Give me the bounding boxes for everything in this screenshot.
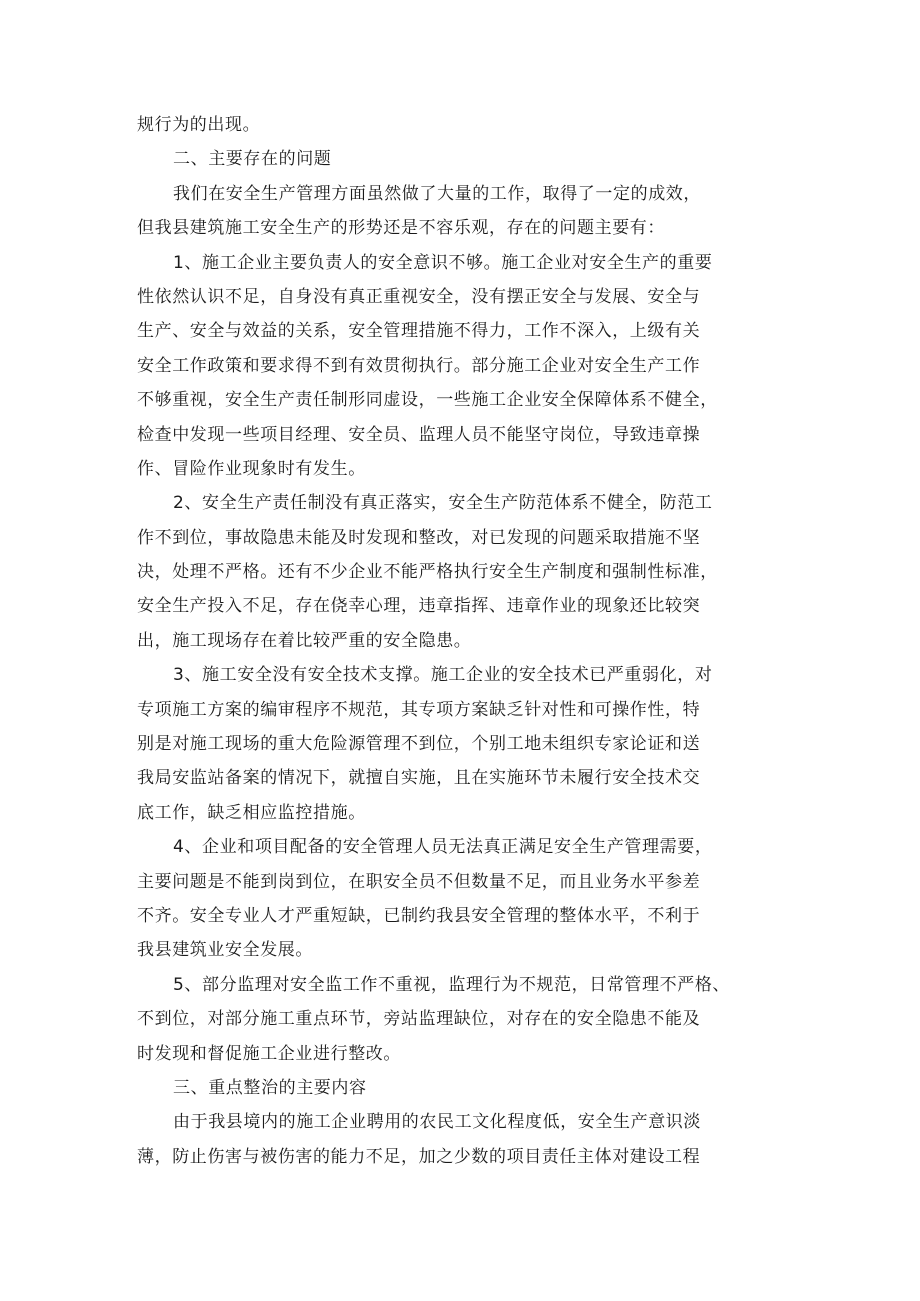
text-line: 别是对施工现场的重大危险源管理不到位，个别工地未组织专家论证和送 — [137, 734, 701, 755]
text-line: 1、施工企业主要负责人的安全意识不够。施工企业对安全生产的重要 — [173, 252, 713, 273]
text-line: 出，施工现场存在着比较严重的安全隐患。 — [137, 630, 472, 651]
document-body — [137, 108, 787, 1174]
text-line: 作不到位，事故隐患未能及时发现和整改，对已发现的问题采取措施不坚 — [137, 527, 701, 548]
text-line: 4、企业和项目配备的安全管理人员无法真正满足安全生产管理需要， — [173, 837, 713, 858]
text-line: 二、主要存在的问题 — [173, 149, 332, 170]
text-line: 由于我县境内的施工企业聘用的农民工文化程度低，安全生产意识淡 — [173, 1112, 701, 1133]
text-line: 5、部分监理对安全监工作不重视，监理行为不规范，日常管理不严格、 — [173, 974, 731, 995]
text-line: 安全工作政策和要求得不到有效贯彻执行。部分施工企业对安全生产工作 — [137, 355, 701, 376]
text-line: 检查中发现一些项目经理、安全员、监理人员不能坚守岗位，导致违章操 — [137, 424, 701, 445]
text-line: 主要问题是不能到岗到位，在职安全员不但数量不足，而且业务水平参差 — [137, 871, 701, 892]
text-line: 三、重点整治的主要内容 — [173, 1077, 367, 1098]
text-line: 我们在安全生产管理方面虽然做了大量的工作，取得了一定的成效， — [173, 183, 701, 204]
text-line: 不够重视，安全生产责任制形同虚设，一些施工企业安全保障体系不健全， — [137, 390, 718, 411]
text-line: 时发现和督促施工企业进行整改。 — [137, 1043, 401, 1064]
text-line: 我县建筑业安全发展。 — [137, 940, 313, 961]
text-line: 我局安监站备案的情况下，就擅自实施，且在实施环节未履行安全技术交 — [137, 768, 701, 789]
text-line: 底工作，缺乏相应监控措施。 — [137, 802, 366, 823]
text-line: 专项施工方案的编审程序不规范，其专项方案缺乏针对性和可操作性，特 — [137, 699, 701, 720]
text-line: 性依然认识不足，自身没有真正重视安全，没有摆正安全与发展、安全与 — [137, 286, 701, 307]
text-line: 3、施工安全没有安全技术支撑。施工企业的安全技术已严重弱化，对 — [173, 665, 713, 686]
text-line: 生产、安全与效益的关系，安全管理措施不得力，工作不深入，上级有关 — [137, 321, 701, 342]
text-line: 规行为的出现。 — [137, 115, 261, 135]
text-line: 薄，防止伤害与被伤害的能力不足，加之少数的项目责任主体对建设工程 — [137, 1146, 701, 1167]
text-line: 不齐。安全专业人才严重短缺，已制约我县安全管理的整体水平，不利于 — [137, 905, 701, 926]
text-line: 作、冒险作业现象时有发生。 — [137, 458, 366, 479]
text-line: 2、安全生产责任制没有真正落实，安全生产防范体系不健全，防范工 — [173, 493, 713, 514]
text-line: 决，处理不严格。还有不少企业不能严格执行安全生产制度和强制性标准， — [137, 562, 718, 583]
text-line: 安全生产投入不足，存在侥幸心理，违章指挥、违章作业的现象还比较突 — [137, 596, 701, 617]
text-line: 不到位，对部分施工重点环节，旁站监理缺位，对存在的安全隐患不能及 — [137, 1009, 701, 1030]
text-line: 但我县建筑施工安全生产的形势还是不容乐观，存在的问题主要有： — [137, 218, 665, 239]
